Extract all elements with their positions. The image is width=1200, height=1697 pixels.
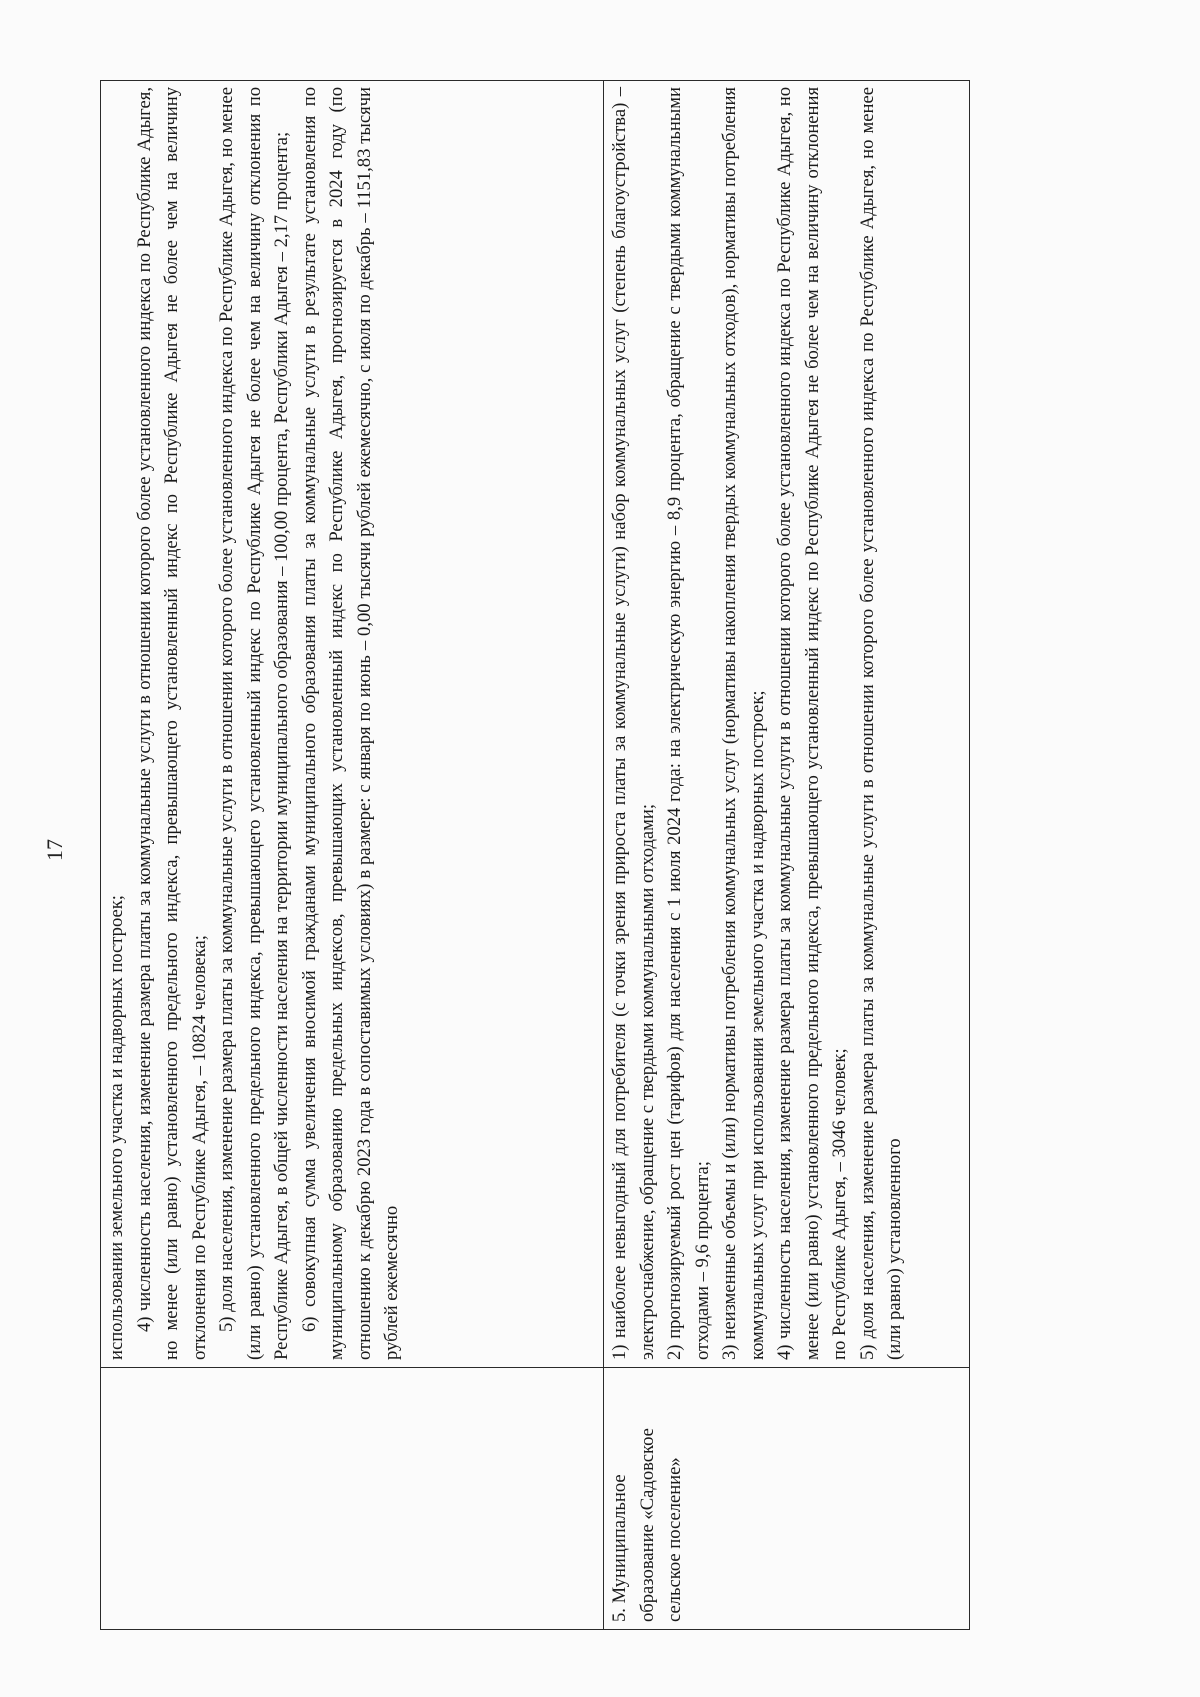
municipality-cell bbox=[604, 1368, 970, 1630]
table-row bbox=[101, 81, 604, 1630]
criteria-cell bbox=[604, 81, 970, 1368]
table-row bbox=[604, 81, 970, 1630]
criteria-paragraph: 2) прогнозируемый рост цен (тарифов) для населения с 1 июля 2024 года: на электрическую энергию – 8,9 процента, обращение с твердыми коммунальными отходами – 9,6 процента; bbox=[664, 87, 713, 1360]
criteria-paragraph: 1) наиболее невыгодный для потребителя (с точки зрения прироста платы за коммунальные услуги) набор коммунальных услуг (степень благоустройства) – электроснабжение, обращение с твердыми коммунальными отходами; bbox=[609, 87, 658, 1360]
municipality-name: 5. Муниципальное образование «Садовское сельское поселение» bbox=[609, 1428, 685, 1622]
criteria-paragraph: использовании земельного участка и надворных построек; bbox=[106, 895, 127, 1360]
criteria-paragraph: 4) численность населения, изменение размера платы за коммунальные услуги в отношении которого более установленного индекса по Республике Адыгея, но менее (или равно) установленного предельного индекса, превышающего установленный индекс по Республике Адыгея не более чем на величину отклонения по Республике Адыгея, – 3046 человек; bbox=[774, 87, 850, 1360]
criteria-paragraph: 5) доля населения, изменение размера платы за коммунальные услуги в отношении которого более установленного индекса по Республике Адыгея, но менее (или равно) установленного bbox=[856, 87, 905, 1360]
page-number: 17 bbox=[42, 839, 67, 861]
criteria-paragraph: 6) совокупная сумма увеличения вносимой гражданами муниципального образования платы за коммунальные услуги в результате установления по муниципальному образованию предельных индексов, превышающих установленный индекс по Республике Адыгея, прогнозируется в 2024 году (по отношению к декабрю 2023 года в сопоставимых условиях) в размере: с января по июнь – 0,00 тысячи рублей ежемесячно, с июля по декабрь – 1151,83 тысячи рублей ежемесячно bbox=[298, 87, 402, 1360]
rotated-table-wrapper bbox=[100, 80, 970, 1630]
municipality-cell bbox=[101, 1368, 604, 1630]
criteria-cell bbox=[101, 81, 604, 1368]
criteria-table bbox=[100, 80, 970, 1630]
criteria-paragraph: 3) неизменные объемы и (или) нормативы потребления коммунальных услуг (нормативы накопления твердых коммунальных отходов), нормативы потребления коммунальных услуг при использовании земельного участка и надворных построек; bbox=[719, 87, 768, 1360]
criteria-paragraph: 4) численность населения, изменение размера платы за коммунальные услуги в отношении которого более установленного индекса по Республике Адыгея, но менее (или равно) установленного предельного индекса, превышающего установленный индекс по Республике Адыгея не более чем на величину отклонения по Республике Адыгея, – 10824 человека; bbox=[133, 87, 210, 1360]
criteria-paragraph: 5) доля населения, изменение размера платы за коммунальные услуги в отношении которого более установленного индекса по Республике Адыгея, но менее (или равно) установленного предельного индекса, превышающего установленный индекс по Республике Адыгея не более чем на величину отклонения по Республике Адыгея, в общей численности населения на территории муниципального образования – 100,00 процента, Республики Адыгея – 2,17 процента; bbox=[216, 87, 292, 1360]
